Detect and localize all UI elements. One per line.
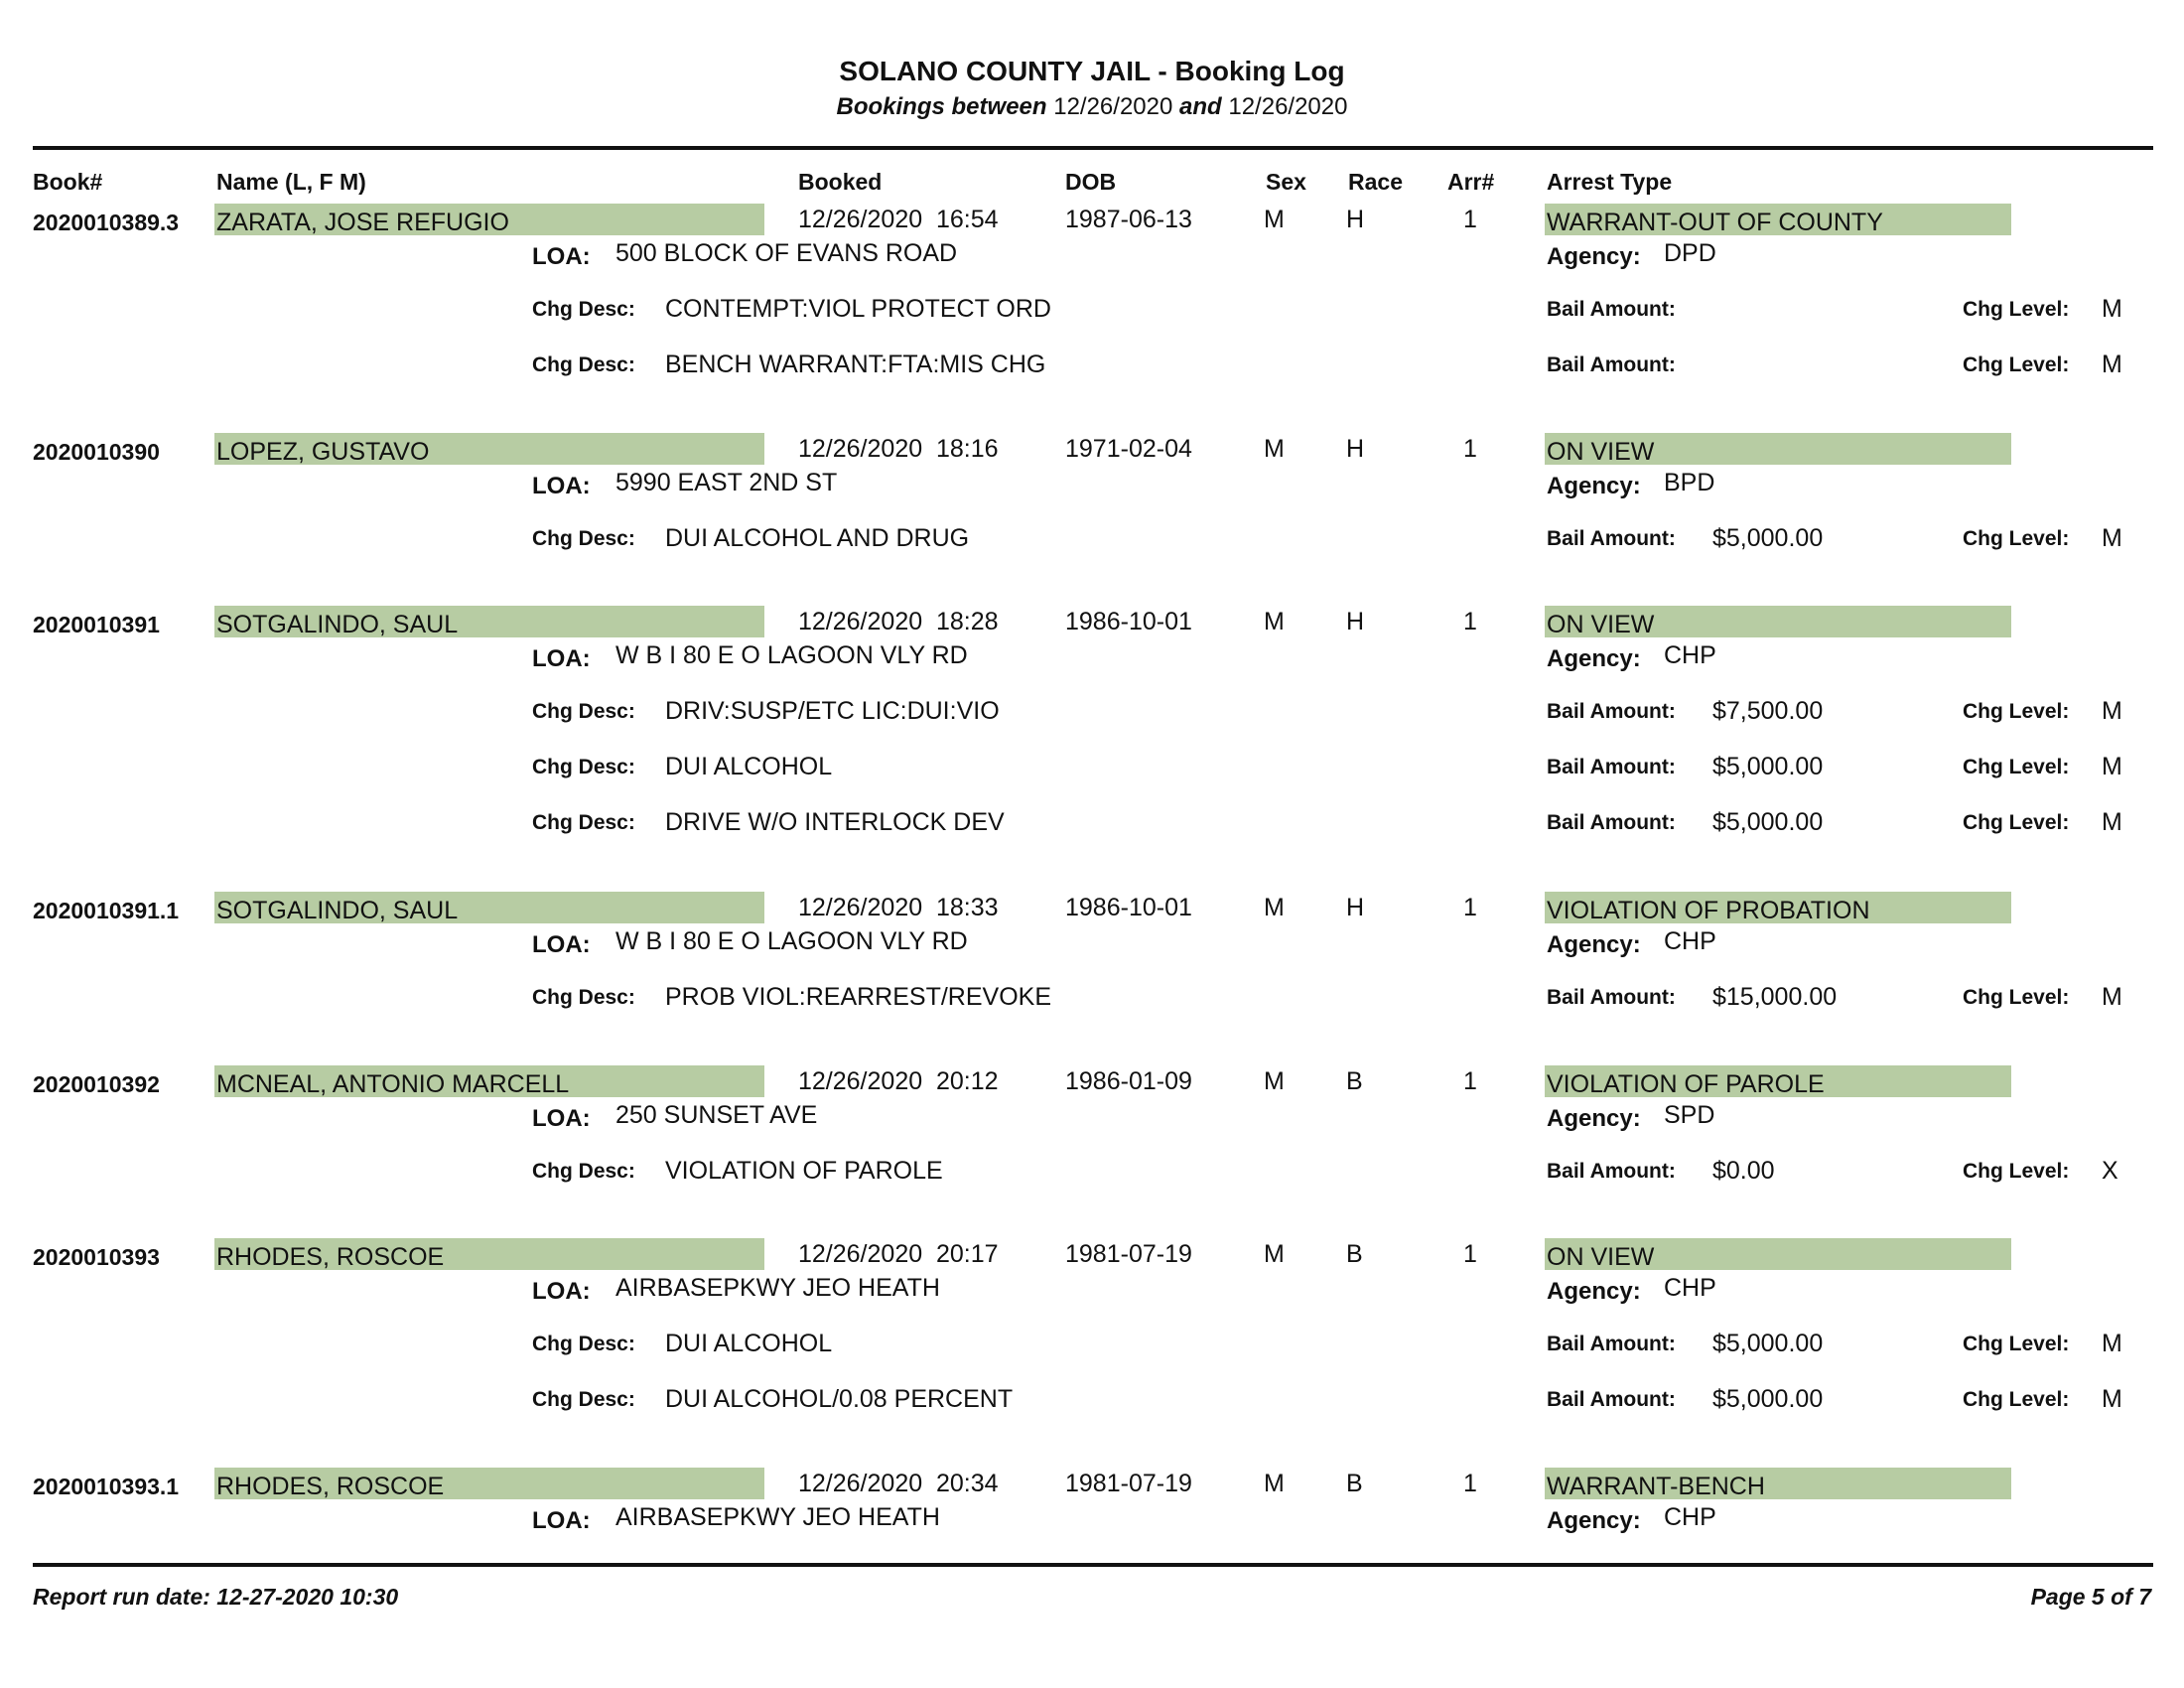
- charge-description: DRIV:SUSP/ETC LIC:DUI:VIO: [665, 697, 1000, 725]
- loa-label: LOA:: [532, 645, 591, 672]
- bail-amount: $15,000.00: [1712, 983, 1838, 1011]
- chg-desc-label: Chg Desc:: [532, 1333, 635, 1355]
- chg-level-label: Chg Level:: [1963, 1333, 2070, 1355]
- bail-amount-label: Bail Amount:: [1547, 811, 1676, 834]
- loa-value: AIRBASEPKWY JEO HEATH: [615, 1274, 940, 1302]
- agency-label: Agency:: [1547, 931, 1641, 958]
- inmate-name: SOTGALINDO, SAUL: [216, 611, 459, 638]
- charge-level: M: [2102, 1385, 2122, 1413]
- arrest-number: 1: [1463, 1240, 1477, 1268]
- sex: M: [1264, 435, 1285, 463]
- chg-level-label: Chg Level:: [1963, 1160, 2070, 1183]
- loa-value: W B I 80 E O LAGOON VLY RD: [615, 641, 968, 669]
- arrest-type-highlight: [1545, 433, 2011, 465]
- charge-description: DUI ALCOHOL: [665, 753, 833, 780]
- charge-description: DUI ALCOHOL: [665, 1330, 833, 1357]
- book-number: 2020010391: [33, 612, 160, 637]
- col-header-book: Book#: [33, 169, 103, 195]
- chg-level-label: Chg Level:: [1963, 353, 2070, 376]
- loa-label: LOA:: [532, 243, 591, 270]
- charge-level: M: [2102, 983, 2122, 1011]
- chg-level-label: Chg Level:: [1963, 700, 2070, 723]
- booked-time: 18:33: [936, 894, 999, 921]
- arrest-type: VIOLATION OF PAROLE: [1547, 1070, 1825, 1098]
- col-header-sex: Sex: [1266, 169, 1306, 195]
- chg-desc-label: Chg Desc:: [532, 756, 635, 778]
- chg-desc-label: Chg Desc:: [532, 811, 635, 834]
- agency-value: BPD: [1664, 469, 1715, 496]
- agency-label: Agency:: [1547, 1278, 1641, 1305]
- date-from: 12/26/2020: [1053, 93, 1173, 120]
- inmate-name: ZARATA, JOSE REFUGIO: [216, 209, 509, 236]
- chg-level-label: Chg Level:: [1963, 1388, 2070, 1411]
- chg-level-label: Chg Level:: [1963, 986, 2070, 1009]
- bail-amount-label: Bail Amount:: [1547, 1160, 1676, 1183]
- charge-level: X: [2102, 1157, 2118, 1185]
- race: B: [1346, 1067, 1363, 1095]
- bail-amount-label: Bail Amount:: [1547, 986, 1676, 1009]
- agency-label: Agency:: [1547, 473, 1641, 499]
- chg-desc-label: Chg Desc:: [532, 298, 635, 321]
- dob: 1986-10-01: [1065, 894, 1192, 921]
- booking-record: [0, 1238, 2184, 1413]
- col-header-arr: Arr#: [1447, 169, 1495, 195]
- col-header-dob: DOB: [1065, 169, 1117, 195]
- arrest-number: 1: [1463, 435, 1477, 463]
- chg-desc-label: Chg Desc:: [532, 527, 635, 550]
- agency-label: Agency:: [1547, 243, 1641, 270]
- booked-time: 20:17: [936, 1240, 999, 1268]
- arrest-type: ON VIEW: [1547, 611, 1655, 638]
- race: B: [1346, 1240, 1363, 1268]
- inmate-name: RHODES, ROSCOE: [216, 1243, 445, 1271]
- agency-value: CHP: [1664, 927, 1716, 955]
- charge-description: BENCH WARRANT:FTA:MIS CHG: [665, 351, 1046, 378]
- booked-date: 12/26/2020: [798, 1240, 923, 1268]
- loa-label: LOA:: [532, 1105, 591, 1132]
- name-highlight: [214, 892, 764, 923]
- sex: M: [1264, 1067, 1285, 1095]
- date-to: 12/26/2020: [1228, 93, 1348, 120]
- bail-amount-label: Bail Amount:: [1547, 353, 1676, 376]
- col-header-race: Race: [1348, 169, 1403, 195]
- sex: M: [1264, 608, 1285, 635]
- booking-record: [0, 892, 2184, 1011]
- bail-amount: $5,000.00: [1712, 1385, 1824, 1413]
- subtitle-and: and: [1179, 93, 1222, 120]
- arrest-type-highlight: [1545, 892, 2011, 923]
- name-highlight: [214, 433, 764, 465]
- booked-date: 12/26/2020: [798, 1470, 923, 1497]
- bail-amount-label: Bail Amount:: [1547, 1333, 1676, 1355]
- agency-value: CHP: [1664, 641, 1716, 669]
- booked-date: 12/26/2020: [798, 608, 923, 635]
- arrest-type: WARRANT-OUT OF COUNTY: [1547, 209, 1883, 236]
- bail-amount-label: Bail Amount:: [1547, 1388, 1676, 1411]
- dob: 1981-07-19: [1065, 1240, 1192, 1268]
- charge-description: VIOLATION OF PAROLE: [665, 1157, 943, 1185]
- agency-value: CHP: [1664, 1503, 1716, 1531]
- book-number: 2020010390: [33, 439, 160, 465]
- charge-description: PROB VIOL:REARREST/REVOKE: [665, 983, 1051, 1011]
- loa-label: LOA:: [532, 473, 591, 499]
- loa-label: LOA:: [532, 1507, 591, 1534]
- race: H: [1346, 894, 1365, 921]
- sex: M: [1264, 1470, 1285, 1497]
- charge-level: M: [2102, 351, 2122, 378]
- charge-description: CONTEMPT:VIOL PROTECT ORD: [665, 295, 1051, 323]
- dob: 1987-06-13: [1065, 206, 1192, 233]
- sex: M: [1264, 1240, 1285, 1268]
- agency-value: CHP: [1664, 1274, 1716, 1302]
- arrest-type-highlight: [1545, 204, 2011, 235]
- name-highlight: [214, 1468, 764, 1499]
- book-number: 2020010393.1: [33, 1474, 180, 1499]
- loa-label: LOA:: [532, 931, 591, 958]
- col-header-booked: Booked: [798, 169, 883, 195]
- loa-label: LOA:: [532, 1278, 591, 1305]
- loa-value: W B I 80 E O LAGOON VLY RD: [615, 927, 968, 955]
- charge-description: DUI ALCOHOL AND DRUG: [665, 524, 970, 552]
- bail-amount-label: Bail Amount:: [1547, 527, 1676, 550]
- chg-level-label: Chg Level:: [1963, 811, 2070, 834]
- arrest-number: 1: [1463, 894, 1477, 921]
- booked-time: 20:34: [936, 1470, 999, 1497]
- arrest-type-highlight: [1545, 606, 2011, 637]
- bail-amount: $5,000.00: [1712, 753, 1824, 780]
- sex: M: [1264, 206, 1285, 233]
- arrest-type: ON VIEW: [1547, 1243, 1655, 1271]
- agency-label: Agency:: [1547, 645, 1641, 672]
- inmate-name: RHODES, ROSCOE: [216, 1473, 445, 1500]
- name-highlight: [214, 1238, 764, 1270]
- chg-desc-label: Chg Desc:: [532, 986, 635, 1009]
- chg-level-label: Chg Level:: [1963, 298, 2070, 321]
- agency-value: SPD: [1664, 1101, 1715, 1129]
- loa-value: 5990 EAST 2ND ST: [615, 469, 838, 496]
- arrest-type: VIOLATION OF PROBATION: [1547, 897, 1870, 924]
- report-run-date: Report run date: 12-27-2020 10:30: [33, 1584, 399, 1610]
- bail-amount: $5,000.00: [1712, 524, 1824, 552]
- loa-value: 250 SUNSET AVE: [615, 1101, 818, 1129]
- booking-record: [0, 606, 2184, 836]
- race: H: [1346, 206, 1365, 233]
- chg-desc-label: Chg Desc:: [532, 1160, 635, 1183]
- chg-level-label: Chg Level:: [1963, 756, 2070, 778]
- booking-record: [0, 1065, 2184, 1185]
- book-number: 2020010392: [33, 1071, 160, 1097]
- arrest-type-highlight: [1545, 1065, 2011, 1097]
- report-title: SOLANO COUNTY JAIL - Booking Log: [839, 56, 1345, 86]
- booked-time: 18:28: [936, 608, 999, 635]
- booked-time: 20:12: [936, 1067, 999, 1095]
- book-number: 2020010389.3: [33, 210, 180, 235]
- charge-description: DUI ALCOHOL/0.08 PERCENT: [665, 1385, 1014, 1413]
- bail-amount: $7,500.00: [1712, 697, 1824, 725]
- inmate-name: SOTGALINDO, SAUL: [216, 897, 459, 924]
- agency-label: Agency:: [1547, 1507, 1641, 1534]
- chg-desc-label: Chg Desc:: [532, 1388, 635, 1411]
- report-subtitle: [0, 93, 2184, 121]
- arrest-type: ON VIEW: [1547, 438, 1655, 466]
- race: B: [1346, 1470, 1363, 1497]
- book-number: 2020010393: [33, 1244, 160, 1270]
- dob: 1986-01-09: [1065, 1067, 1192, 1095]
- dob: 1971-02-04: [1065, 435, 1192, 463]
- arrest-number: 1: [1463, 1470, 1477, 1497]
- sex: M: [1264, 894, 1285, 921]
- arrest-type-highlight: [1545, 1238, 2011, 1270]
- arrest-type-highlight: [1545, 1468, 2011, 1499]
- agency-label: Agency:: [1547, 1105, 1641, 1132]
- dob: 1981-07-19: [1065, 1470, 1192, 1497]
- arrest-number: 1: [1463, 206, 1477, 233]
- charge-level: M: [2102, 524, 2122, 552]
- bail-amount-label: Bail Amount:: [1547, 756, 1676, 778]
- booked-date: 12/26/2020: [798, 435, 923, 463]
- subtitle-prefix: Bookings between: [836, 93, 1047, 120]
- chg-desc-label: Chg Desc:: [532, 700, 635, 723]
- charge-description: DRIVE W/O INTERLOCK DEV: [665, 808, 1005, 836]
- inmate-name: LOPEZ, GUSTAVO: [216, 438, 430, 466]
- bail-amount: $5,000.00: [1712, 808, 1824, 836]
- bail-amount: $0.00: [1712, 1157, 1775, 1185]
- dob: 1986-10-01: [1065, 608, 1192, 635]
- page-number: Page 5 of 7: [2030, 1584, 2151, 1610]
- loa-value: AIRBASEPKWY JEO HEATH: [615, 1503, 940, 1531]
- name-highlight: [214, 204, 764, 235]
- booked-time: 18:16: [936, 435, 999, 463]
- booking-record: [0, 1468, 2184, 1534]
- bail-amount-label: Bail Amount:: [1547, 700, 1676, 723]
- col-header-arrest-type: Arrest Type: [1547, 169, 1673, 195]
- charge-level: M: [2102, 1330, 2122, 1357]
- race: H: [1346, 608, 1365, 635]
- booked-date: 12/26/2020: [798, 206, 923, 233]
- bail-amount-label: Bail Amount:: [1547, 298, 1676, 321]
- book-number: 2020010391.1: [33, 898, 180, 923]
- inmate-name: MCNEAL, ANTONIO MARCELL: [216, 1070, 570, 1098]
- race: H: [1346, 435, 1365, 463]
- booked-date: 12/26/2020: [798, 1067, 923, 1095]
- booked-time: 16:54: [936, 206, 999, 233]
- arrest-number: 1: [1463, 1067, 1477, 1095]
- charge-level: M: [2102, 295, 2122, 323]
- arrest-type: WARRANT-BENCH: [1547, 1473, 1765, 1500]
- col-header-name: Name (L, F M): [216, 169, 366, 195]
- footer-rule: [33, 1563, 2153, 1567]
- charge-level: M: [2102, 697, 2122, 725]
- chg-level-label: Chg Level:: [1963, 527, 2070, 550]
- booking-record: [0, 204, 2184, 378]
- arrest-number: 1: [1463, 608, 1477, 635]
- header-rule: [33, 146, 2153, 150]
- name-highlight: [214, 606, 764, 637]
- booked-date: 12/26/2020: [798, 894, 923, 921]
- charge-level: M: [2102, 753, 2122, 780]
- bail-amount: $5,000.00: [1712, 1330, 1824, 1357]
- loa-value: 500 BLOCK OF EVANS ROAD: [615, 239, 958, 267]
- chg-desc-label: Chg Desc:: [532, 353, 635, 376]
- charge-level: M: [2102, 808, 2122, 836]
- agency-value: DPD: [1664, 239, 1716, 267]
- name-highlight: [214, 1065, 764, 1097]
- booking-record: [0, 433, 2184, 552]
